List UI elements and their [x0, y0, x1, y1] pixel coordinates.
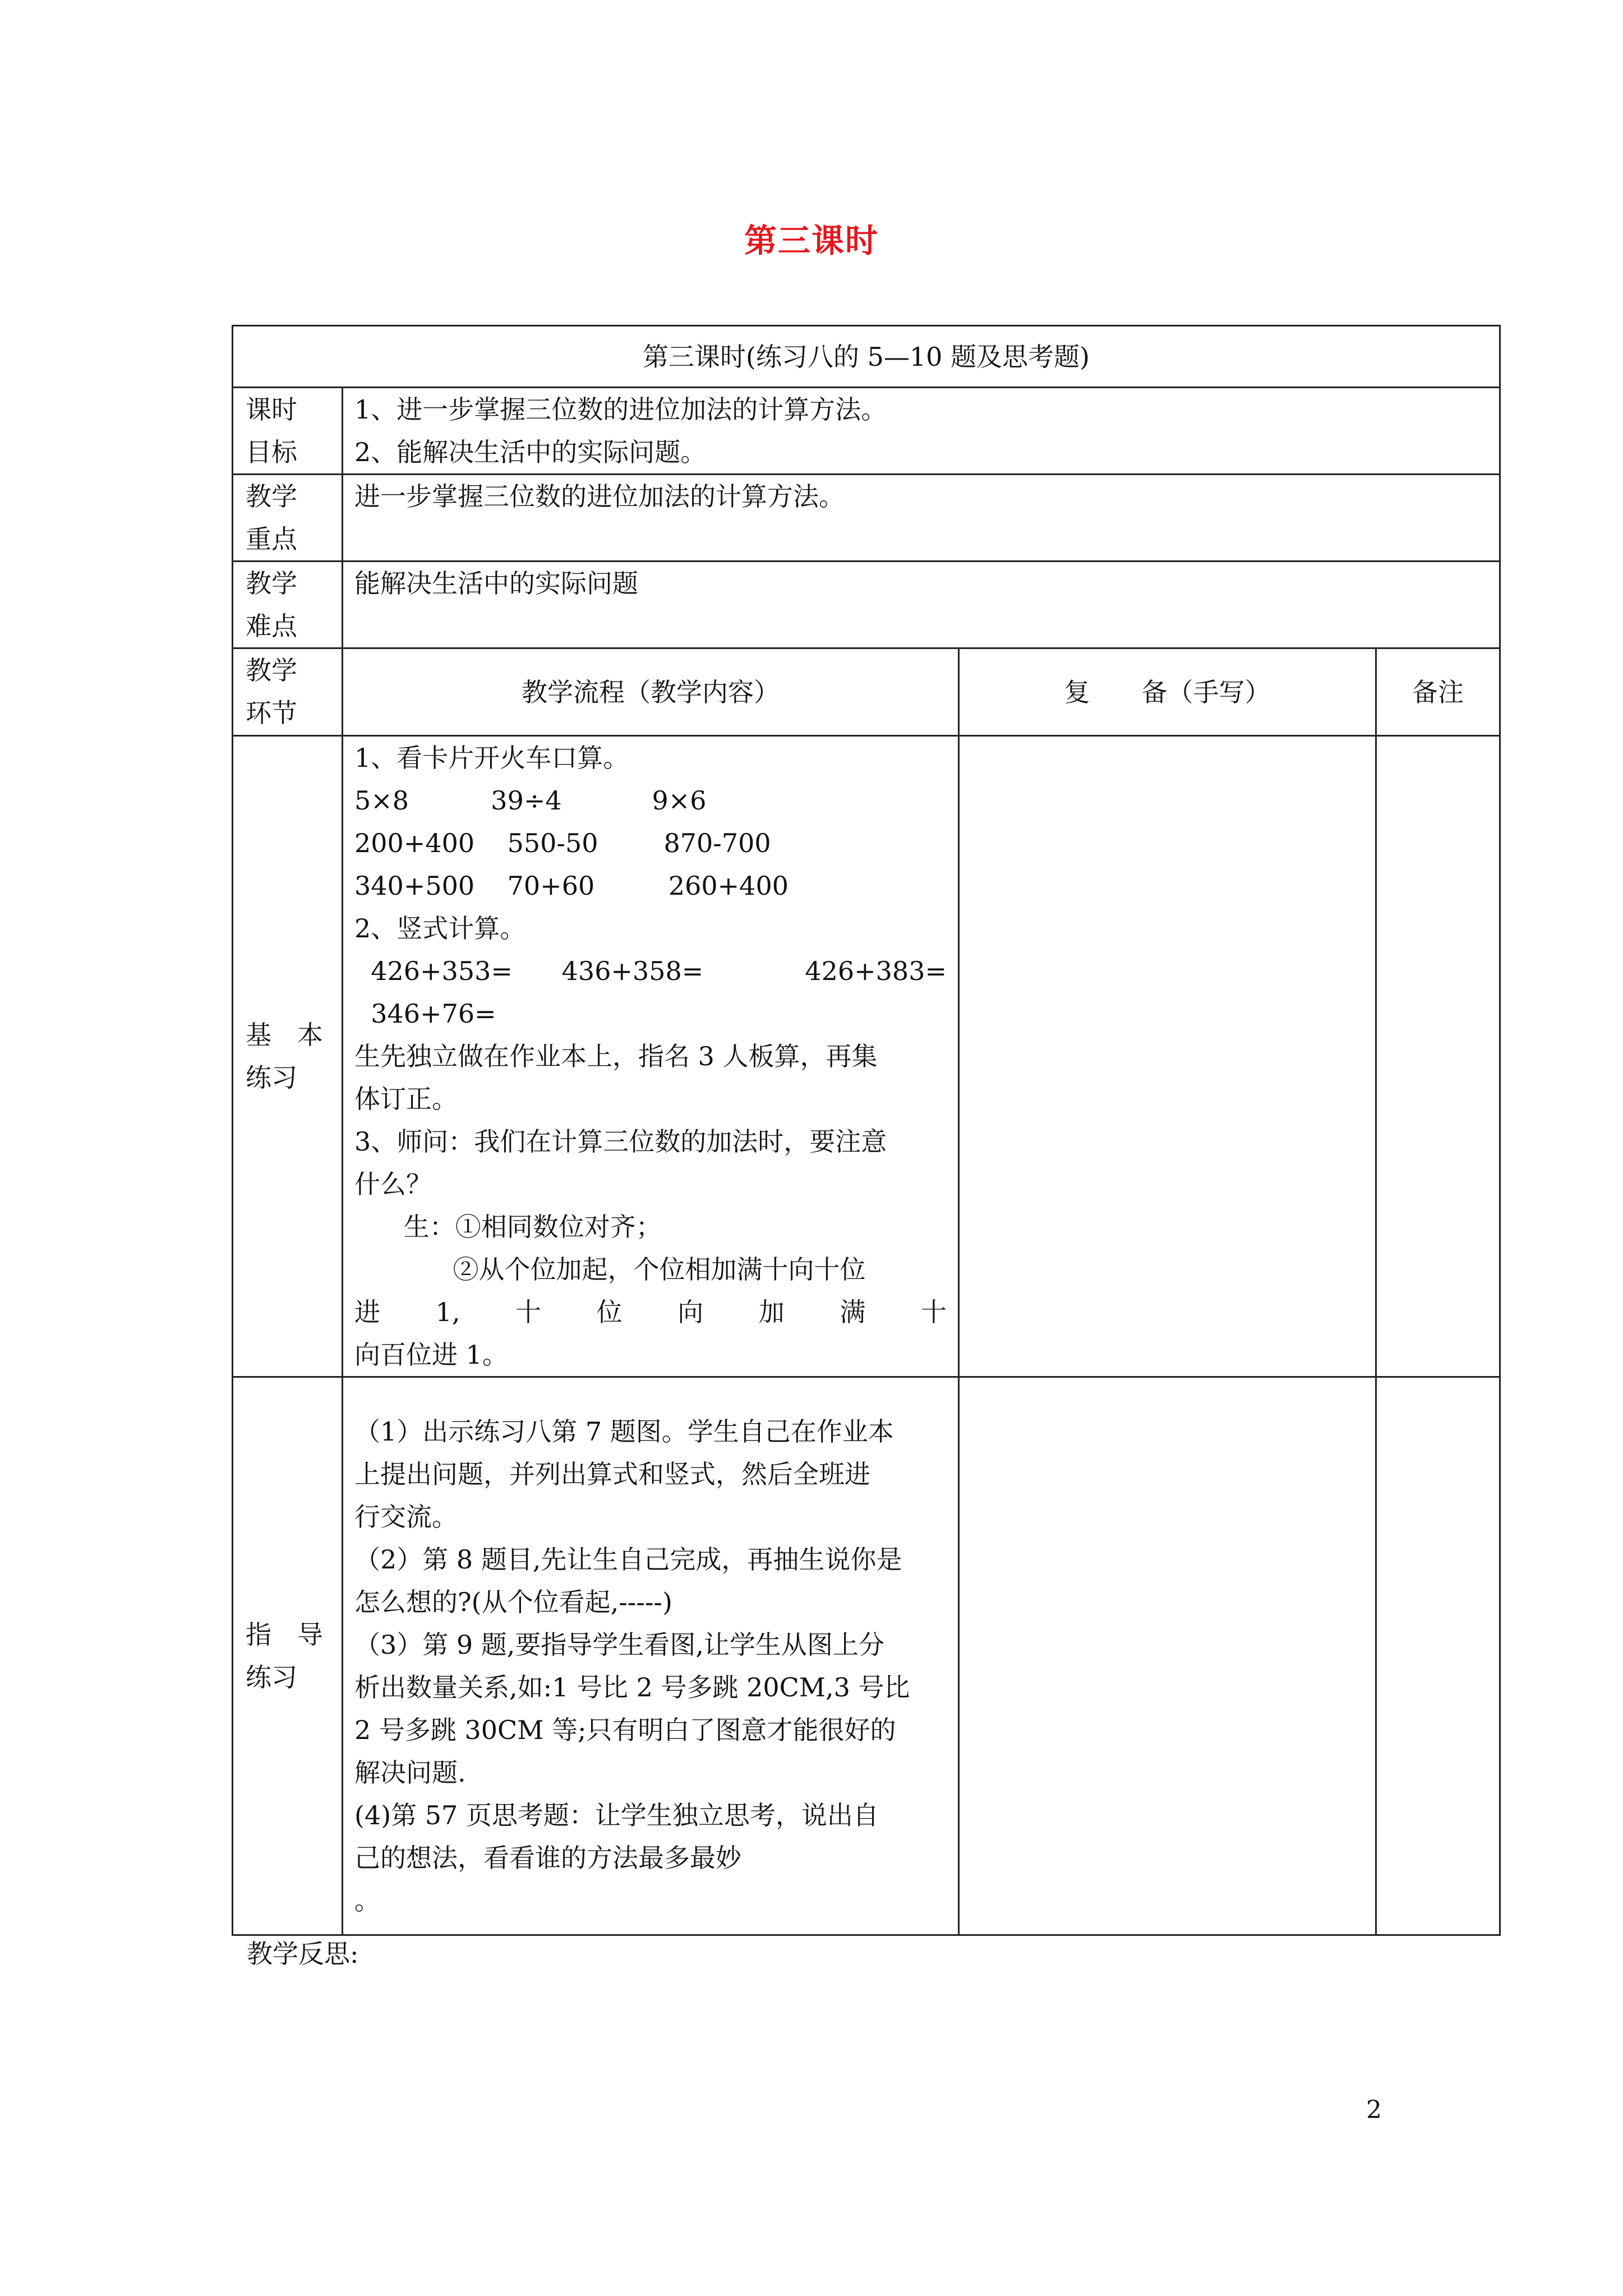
process-column-header: 教学流程（教学内容） — [343, 648, 959, 736]
basic-prep-cell — [959, 736, 1376, 1377]
guided-notes-cell — [1376, 1377, 1500, 1935]
page-number: 2 — [1366, 2096, 1382, 2124]
difficulty-content: 能解决生活中的实际问题 — [343, 562, 1500, 648]
difficulty-label: 教学 难点 — [233, 562, 343, 648]
objectives-content: 1、进一步掌握三位数的进位加法的计算方法。 2、能解决生活中的实际问题。 — [343, 388, 1500, 475]
guided-practice-content: （1）出示练习八第 7 题图。学生自己在作业本 上提出问题，并列出算式和竖式，然后全班进 行交流。 （2）第 8 题目,先让生自己完成，再抽生说你是 怎么想的?(从个位看起,-----) （3）第 9 题,要指导学生看图,让学生从图上分 析出数量关系,如:1 号比 2 号多跳 20CM,3 号比 2 号多跳 30CM 等;只有明白了图意才能很好的 解决问题. (4)第 57 页思考题：让学生独立思考，说出自 己的想法，看看谁的方法最多最妙 。 — [343, 1377, 959, 1935]
basic-notes-cell — [1376, 736, 1500, 1377]
page-title: 第三课时 — [744, 222, 879, 260]
key-point-content: 进一步掌握三位数的进位加法的计算方法。 — [343, 475, 1500, 562]
guided-practice-label: 指 导 练习 — [233, 1377, 343, 1935]
lesson-plan-table — [232, 325, 1501, 1936]
guided-prep-cell — [959, 1377, 1376, 1935]
section-column-label: 教学 环节 — [233, 648, 343, 736]
basic-practice-content: 1、看卡片开火车口算。 5×8 39÷4 9×6 200+400 550-50 870-700 340+500 70+60 260+400 2、竖式计算。 426+353= 436+358= 426+383= 346+76= 生先独立做在作业本上，指名 3 人板算，再集 体订正。 3、师问：我们在计算三位数的加法时，要注意 什么？ 生：①相同数位对齐； ②从个位加起，个位相加满十向十位 进 1, 十 位 向 加 满 十 向百位进 1。 — [343, 736, 959, 1377]
notes-column-header: 备注 — [1376, 648, 1500, 736]
table-header: 第三课时(练习八的 5—10 题及思考题) — [233, 326, 1500, 388]
justified-line: 进 1, 十 位 向 加 满 十 — [354, 1297, 947, 1327]
key-point-label: 教学 重点 — [233, 475, 343, 562]
basic-practice-label: 基 本 练习 — [233, 736, 343, 1377]
prep-column-header: 复 备（手写） — [959, 648, 1376, 736]
teaching-reflection-label: 教学反思: — [247, 1939, 359, 1969]
objectives-label: 课时 目标 — [233, 388, 343, 475]
